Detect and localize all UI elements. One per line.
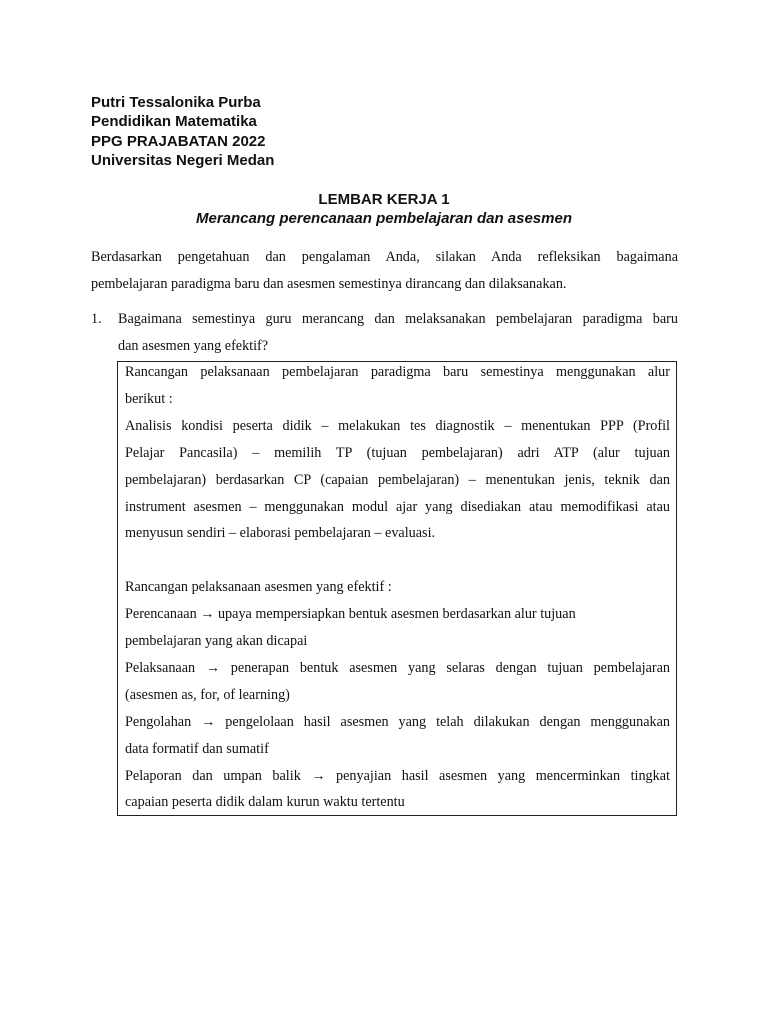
answer-line: Pelajar Pancasila) – memilih TP (tujuan pembelajaran) adri ATP (alur tujuan <box>125 444 670 461</box>
answer-line: Pengolahan → pengelolaan hasil asesmen yang telah dilakukan dengan menggunakan <box>125 713 670 730</box>
answer-line: Rancangan pelaksanaan asesmen yang efektif : <box>125 579 392 596</box>
university-name: Universitas Negeri Medan <box>91 151 275 169</box>
author-header <box>91 93 274 170</box>
answer-line: menyusun sendiri – elaborasi pembelajaran – evaluasi. <box>125 525 436 542</box>
author-name: Putri Tessalonika Purba <box>91 94 261 111</box>
answer-line: Rancangan pelaksanaan pembelajaran paradigma baru semestinya menggunakan alur <box>125 364 670 380</box>
answer-line: pembelajaran yang akan dicapai <box>125 633 308 650</box>
worksheet-title <box>0 190 768 228</box>
intro-line: pembelajaran paradigma baru dan asesmen semestinya dirancang dan dilaksanakan. <box>91 275 567 292</box>
answer-line: Analisis kondisi peserta didik – melakukan tes diagnostik – menentukan PPP (Profil <box>125 417 670 434</box>
answer-line: Perencanaan → upaya mempersiapkan bentuk asesmen berdasarkan alur tujuan <box>125 606 576 623</box>
answer-box <box>117 361 677 816</box>
question-line: dan asesmen yang efektif? <box>118 337 269 354</box>
answer-line: capaian peserta didik dalam kurun waktu tertentu <box>125 794 405 811</box>
blank-line <box>125 547 670 574</box>
answer-line: Pelaksanaan → penerapan bentuk asesmen yang selaras dengan tujuan pembelajaran <box>125 659 670 676</box>
answer-line: Pelaporan dan umpan balik → penyajian hasil asesmen yang mencerminkan tingkat <box>125 767 670 784</box>
intro-paragraph <box>91 244 678 297</box>
question-line: Bagaimana semestinya guru merancang dan melaksanakan pembelajaran paradigma baru <box>118 311 678 327</box>
answer-line: instrument asesmen – menggunakan modul ajar yang disediakan atau memodifikasi atau <box>125 498 670 515</box>
intro-line: Berdasarkan pengetahuan dan pengalaman Anda, silakan Anda refleksikan bagaimana <box>91 249 678 265</box>
study-program: Pendidikan Matematika <box>91 113 257 131</box>
answer-line: pembelajaran) berdasarkan CP (capaian pembelajaran) – menentukan jenis, teknik dan <box>125 471 670 488</box>
worksheet-title-main: LEMBAR KERJA 1 <box>318 191 450 208</box>
worksheet-subtitle: Merancang perencanaan pembelajaran dan asesmen <box>196 210 572 227</box>
question-number: 1. <box>91 311 102 327</box>
answer-line: data formatif dan sumatif <box>125 740 269 757</box>
question-text <box>118 306 678 359</box>
answer-line: (asesmen as, for, of learning) <box>125 686 290 703</box>
cohort-label: PPG PRAJABATAN 2022 <box>91 132 266 150</box>
answer-line: berikut : <box>125 390 173 407</box>
answer-text <box>125 359 670 816</box>
